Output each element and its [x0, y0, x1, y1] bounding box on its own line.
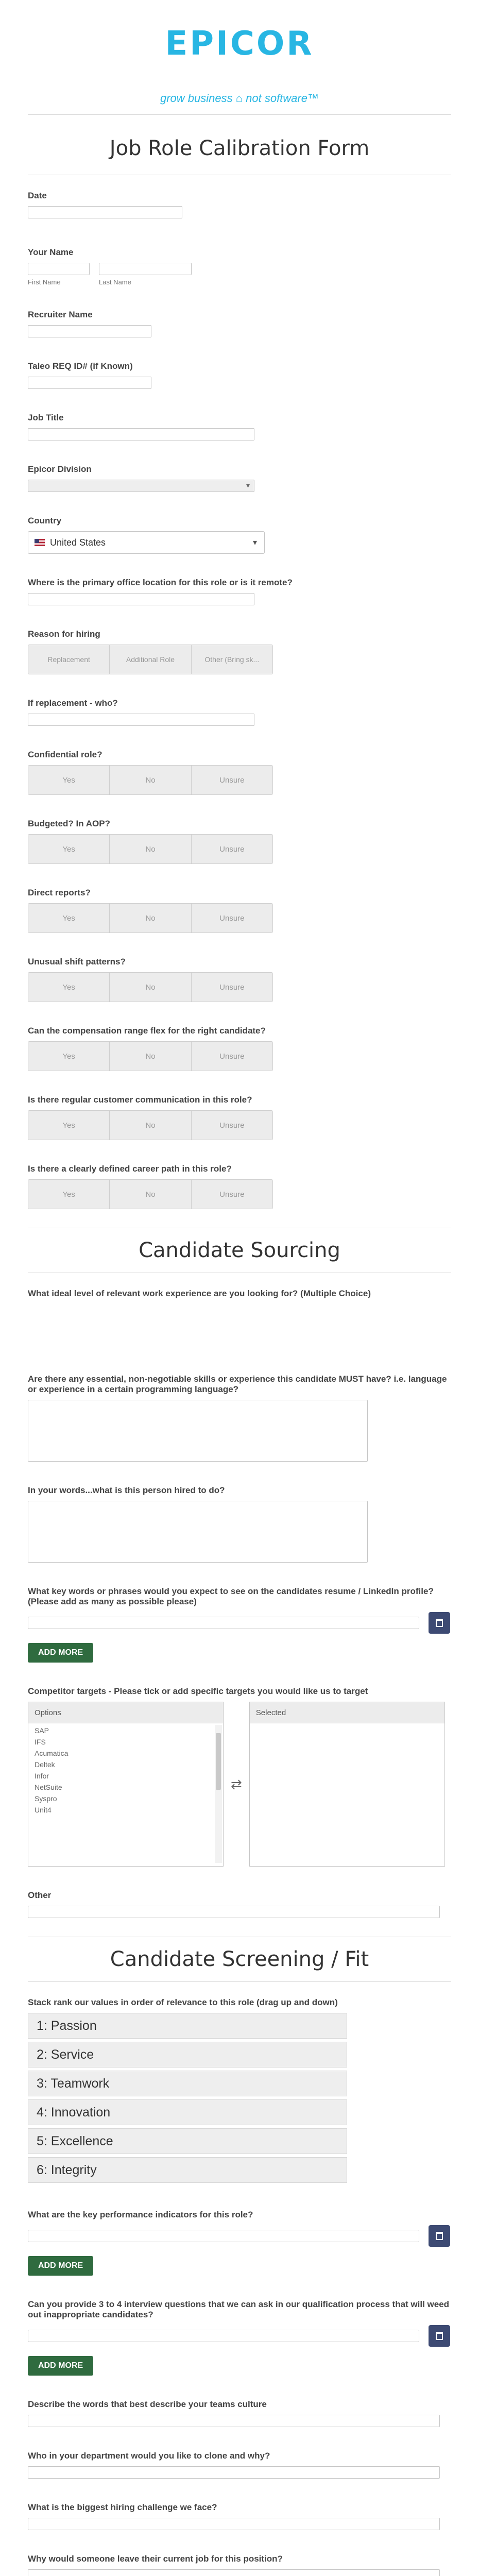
date-field — [28, 175, 451, 227]
career-path-unsure[interactable]: Unsure — [192, 1180, 272, 1209]
epicor-division-label: Epicor Division — [28, 464, 92, 474]
tagline: grow business ⌂ not software™ — [160, 92, 319, 105]
your-name-field — [28, 227, 451, 294]
career-path-yes[interactable]: Yes — [28, 1180, 110, 1209]
direct-reports-field — [28, 872, 451, 941]
reason-label: Reason for hiring — [28, 629, 100, 639]
taleo-req-input[interactable] — [28, 377, 151, 389]
unusual-shift-unsure[interactable]: Unsure — [192, 973, 272, 1002]
unusual-shift-label: Unusual shift patterns? — [28, 957, 126, 967]
skills-field — [28, 1312, 451, 1470]
comp-flex-yes[interactable]: Yes — [28, 1042, 110, 1071]
in-your-words-textarea[interactable] — [28, 1501, 368, 1563]
list-item[interactable]: NetSuite — [35, 1783, 62, 1791]
career-path-label: Is there a clearly defined career path in this role? — [28, 1164, 232, 1174]
office-location-input[interactable] — [28, 593, 254, 605]
unusual-shift-options — [28, 972, 273, 1002]
job-title-input[interactable] — [28, 428, 254, 440]
trash-icon — [436, 2232, 443, 2240]
sourcing-title: Candidate Sourcing — [139, 1239, 340, 1262]
options-scrollbar[interactable] — [215, 1725, 222, 1863]
clone-field — [28, 2435, 451, 2487]
clone-label: Who in your department would you like to clone and why? — [28, 2451, 270, 2461]
why-leave-field — [28, 2538, 451, 2576]
other-input[interactable] — [28, 1906, 440, 1918]
chevron-down-icon: ▾ — [246, 481, 250, 489]
skills-label: Are there any essential, non-negotiable skills or experience this candidate MUST have? i.e. language or experience in a certain programming language? — [28, 1374, 447, 1394]
your-name-label: Your Name — [28, 247, 74, 257]
rank-item[interactable]: 6: Integrity — [28, 2157, 347, 2183]
office-location-field — [28, 562, 451, 614]
list-item[interactable]: SAP — [35, 1726, 49, 1735]
interview-questions-field — [28, 2284, 451, 2384]
add-more-keywords-button[interactable]: ADD MORE — [28, 1643, 93, 1663]
header-divider — [28, 114, 451, 115]
interview-questions-input[interactable] — [28, 2330, 419, 2342]
reason-other[interactable]: Other (Bring sk... — [192, 645, 272, 674]
epicor-division-field — [28, 449, 451, 500]
transfer-arrows-icon[interactable]: ⇄ — [231, 1776, 242, 1792]
rank-item[interactable]: 1: Passion — [28, 2013, 347, 2039]
country-label: Country — [28, 516, 62, 526]
confidential-unsure[interactable]: Unsure — [192, 766, 272, 794]
keywords-label: What key words or phrases would you expect to see on the candidates resume / LinkedIn profile? (Please add as many as possible please) — [28, 1586, 434, 1606]
competitor-label: Competitor targets - Please tick or add specific targets you would like us to target — [28, 1686, 368, 1696]
challenge-field — [28, 2487, 451, 2538]
trash-icon — [436, 1619, 443, 1627]
reason-replacement[interactable]: Replacement — [28, 645, 110, 674]
competitor-field — [28, 1671, 451, 1875]
delete-row-button[interactable] — [429, 1612, 450, 1634]
office-location-label: Where is the primary office location for this role or is it remote? — [28, 578, 293, 587]
why-leave-label: Why would someone leave their current job for this position? — [28, 2554, 283, 2564]
keywords-input[interactable] — [28, 1617, 419, 1629]
experience-label: What ideal level of relevant work experience are you looking for? (Multiple Choice) — [28, 1289, 371, 1298]
competitor-options-list — [28, 1702, 224, 1867]
comp-flex-label: Can the compensation range flex for the right candidate? — [28, 1026, 266, 1036]
in-your-words-field — [28, 1470, 451, 1571]
unusual-shift-field — [28, 941, 451, 1010]
if-replacement-label: If replacement - who? — [28, 698, 118, 708]
epicor-division-select[interactable] — [28, 480, 254, 492]
list-item[interactable]: IFS — [35, 1738, 46, 1746]
why-leave-input[interactable] — [28, 2569, 440, 2576]
stack-rank-field — [28, 1982, 451, 2194]
direct-reports-unsure[interactable]: Unsure — [192, 904, 272, 933]
budgeted-no[interactable]: No — [110, 835, 191, 863]
challenge-input[interactable] — [28, 2518, 440, 2530]
delete-row-button[interactable] — [429, 2325, 450, 2347]
customer-comm-label: Is there regular customer communication in this role? — [28, 1095, 252, 1105]
customer-comm-field — [28, 1079, 451, 1148]
challenge-label: What is the biggest hiring challenge we face? — [28, 2502, 217, 2512]
date-label: Date — [28, 191, 47, 200]
recruiter-name-field — [28, 294, 451, 346]
if-replacement-field — [28, 683, 451, 734]
direct-reports-options — [28, 903, 273, 933]
skills-textarea[interactable] — [28, 1400, 368, 1462]
customer-comm-unsure[interactable]: Unsure — [192, 1111, 272, 1140]
chevron-down-icon: ▾ — [252, 538, 257, 547]
rank-item[interactable]: 3: Teamwork — [28, 2071, 347, 2096]
culture-field — [28, 2384, 451, 2435]
us-flag-icon — [35, 539, 45, 546]
list-item[interactable]: Syspro — [35, 1794, 57, 1803]
confidential-options — [28, 765, 273, 795]
interview-questions-label: Can you provide 3 to 4 interview questions that we can ask in our qualification process that will weed out inappropriate candidates? — [28, 2299, 450, 2319]
customer-comm-options — [28, 1110, 273, 1140]
competitor-picker — [28, 1702, 451, 1867]
stack-rank-label: Stack rank our values in order of relevance to this role (drag up and down) — [28, 1997, 338, 2007]
rank-item[interactable]: 4: Innovation — [28, 2099, 347, 2125]
career-path-field — [28, 1148, 451, 1217]
first-name-sublabel: First Name — [28, 278, 61, 286]
competitor-selected-head: Selected — [250, 1702, 444, 1723]
list-item[interactable]: Unit4 — [35, 1806, 52, 1814]
list-item[interactable]: Acumatica — [35, 1749, 69, 1757]
taleo-req-field — [28, 346, 451, 397]
values-rank-list — [28, 2013, 451, 2183]
customer-comm-yes[interactable]: Yes — [28, 1111, 110, 1140]
job-title-field — [28, 397, 451, 449]
recruiter-name-label: Recruiter Name — [28, 310, 93, 319]
experience-field — [28, 1273, 451, 1312]
budgeted-options — [28, 834, 273, 864]
country-select[interactable] — [28, 531, 265, 554]
kpi-input[interactable] — [28, 2230, 419, 2242]
culture-label: Describe the words that best describe your teams culture — [28, 2399, 267, 2409]
confidential-label: Confidential role? — [28, 750, 102, 759]
other-field — [28, 1875, 451, 1926]
job-title-label: Job Title — [28, 413, 64, 422]
trash-icon — [436, 2332, 443, 2340]
budgeted-unsure[interactable]: Unsure — [192, 835, 272, 863]
in-your-words-label: In your words...what is this person hired to do? — [28, 1485, 225, 1495]
date-input[interactable] — [28, 206, 182, 218]
budgeted-field — [28, 803, 451, 872]
culture-input[interactable] — [28, 2415, 440, 2427]
form-title: Job Role Calibration Form — [109, 137, 370, 160]
add-more-questions-button[interactable]: ADD MORE — [28, 2356, 93, 2376]
rank-item[interactable]: 5: Excellence — [28, 2128, 347, 2154]
country-field — [28, 500, 451, 562]
comp-flex-no[interactable]: No — [110, 1042, 191, 1071]
budgeted-yes[interactable]: Yes — [28, 835, 110, 863]
budgeted-label: Budgeted? In AOP? — [28, 819, 110, 828]
unusual-shift-yes[interactable]: Yes — [28, 973, 110, 1002]
first-name-input[interactable] — [28, 263, 90, 275]
direct-reports-no[interactable]: No — [110, 904, 191, 933]
last-name-sublabel: Last Name — [99, 278, 131, 286]
epicor-logo: EPICOR — [165, 25, 314, 63]
reason-field — [28, 614, 451, 683]
add-more-kpi-button[interactable]: ADD MORE — [28, 2256, 93, 2276]
comp-flex-field — [28, 1010, 451, 1079]
screening-title: Candidate Screening / Fit — [110, 1947, 369, 1971]
last-name-input[interactable] — [99, 263, 192, 275]
career-path-no[interactable]: No — [110, 1180, 191, 1209]
reason-options — [28, 645, 273, 674]
country-value: United States — [50, 537, 106, 548]
clone-input[interactable] — [28, 2466, 440, 2479]
keywords-field — [28, 1571, 451, 1671]
direct-reports-label: Direct reports? — [28, 888, 91, 897]
customer-comm-no[interactable]: No — [110, 1111, 191, 1140]
competitor-options-head: Options — [28, 1702, 223, 1723]
kpi-field — [28, 2194, 451, 2284]
competitor-selected-list — [249, 1702, 445, 1867]
taleo-req-label: Taleo REQ ID# (if Known) — [28, 361, 133, 371]
header — [28, 0, 451, 105]
other-label: Other — [28, 1890, 52, 1900]
comp-flex-options — [28, 1041, 273, 1071]
unusual-shift-no[interactable]: No — [110, 973, 191, 1002]
list-item[interactable]: Infor — [35, 1772, 49, 1780]
comp-flex-unsure[interactable]: Unsure — [192, 1042, 272, 1071]
if-replacement-input[interactable] — [28, 714, 254, 726]
direct-reports-yes[interactable]: Yes — [28, 904, 110, 933]
kpi-label: What are the key performance indicators for this role? — [28, 2210, 253, 2219]
delete-row-button[interactable] — [429, 2225, 450, 2247]
list-item[interactable]: Deltek — [35, 1760, 55, 1769]
recruiter-name-input[interactable] — [28, 325, 151, 337]
career-path-options — [28, 1179, 273, 1209]
confidential-no[interactable]: No — [110, 766, 191, 794]
confidential-field — [28, 734, 451, 803]
confidential-yes[interactable]: Yes — [28, 766, 110, 794]
reason-additional-role[interactable]: Additional Role — [110, 645, 191, 674]
rank-item[interactable]: 2: Service — [28, 2042, 347, 2067]
